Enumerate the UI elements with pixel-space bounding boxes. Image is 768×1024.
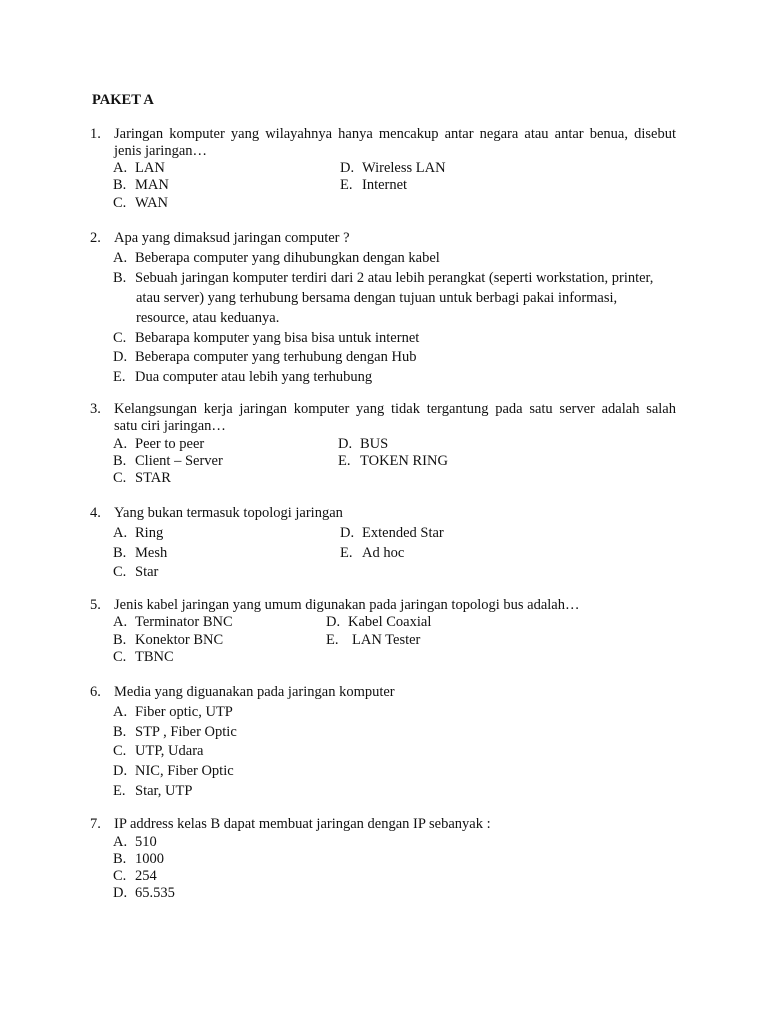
option-d: D. Kabel Coaxial <box>326 614 432 630</box>
option-e: E. Dua computer atau lebih yang terhubung <box>113 369 373 385</box>
question-number: 4. <box>90 505 101 521</box>
option-b: B. STP , Fiber Optic <box>113 724 237 740</box>
option-b: B. MAN <box>113 177 169 193</box>
option-c: C. TBNC <box>113 649 174 665</box>
option-e: E. Ad hoc <box>340 545 405 561</box>
question-text: Apa yang dimaksud jaringan computer ? <box>114 230 350 246</box>
question-number: 1. <box>90 126 101 142</box>
option-b: B. Mesh <box>113 545 168 561</box>
option-d: D. BUS <box>338 436 389 452</box>
option-c: C. UTP, Udara <box>113 743 204 759</box>
question-number: 7. <box>90 816 101 832</box>
question-text: Kelangsungan kerja jaringan komputer yang tidak tergantung pada satu server adalah salah <box>114 401 676 417</box>
option-e: E. Star, UTP <box>113 783 193 799</box>
option-e: E. TOKEN RING <box>338 453 448 469</box>
question-text: Yang bukan termasuk topologi jaringan <box>114 505 343 521</box>
option-b: B. Sebuah jaringan komputer terdiri dari 2 atau lebih perangkat (seperti workstation, printer, <box>113 270 654 286</box>
option-c: C. Bebarapa komputer yang bisa bisa untuk internet <box>113 330 420 346</box>
question-number: 5. <box>90 597 101 613</box>
question-text: Jaringan komputer yang wilayahnya hanya mencakup antar negara atau antar benua, disebut <box>114 126 676 142</box>
question-text: Media yang diguanakan pada jaringan komputer <box>114 684 395 700</box>
option-b: B. Konektor BNC <box>113 632 224 648</box>
question-text-continued: jenis jaringan… <box>114 143 208 159</box>
question-number: 2. <box>90 230 101 246</box>
question-text: Jenis kabel jaringan yang umum digunakan pada jaringan topologi bus adalah… <box>114 597 580 613</box>
question-text-continued: satu ciri jaringan… <box>114 418 226 434</box>
option-a: A. Ring <box>113 525 164 541</box>
option-d: D. Extended Star <box>340 525 444 541</box>
option-a: A. Beberapa computer yang dihubungkan dengan kabel <box>113 250 440 266</box>
page-title: PAKET A <box>92 92 154 108</box>
question-text: IP address kelas B dapat membuat jaringan dengan IP sebanyak : <box>114 816 491 832</box>
question-number: 6. <box>90 684 101 700</box>
option-d: D. Wireless LAN <box>340 160 446 176</box>
option-d: D. 65.535 <box>113 885 175 901</box>
option-c: C. Star <box>113 564 159 580</box>
option-b: B. Client – Server <box>113 453 223 469</box>
option-b: B. 1000 <box>113 851 164 867</box>
option-a: A. LAN <box>113 160 165 176</box>
option-e: E. Internet <box>340 177 408 193</box>
option-b-continued: atau server) yang terhubung bersama dengan tujuan untuk berbagi pakai informasi, <box>136 290 618 306</box>
option-c: C. WAN <box>113 195 169 211</box>
option-b-continued: resource, atau keduanya. <box>136 310 280 326</box>
option-d: D. NIC, Fiber Optic <box>113 763 234 779</box>
option-a: A. Fiber optic, UTP <box>113 704 233 720</box>
option-c: C. 254 <box>113 868 157 884</box>
option-a: A. 510 <box>113 834 157 850</box>
question-number: 3. <box>90 401 101 417</box>
option-e: E. LAN Tester <box>326 632 421 648</box>
option-a: A. Peer to peer <box>113 436 205 452</box>
option-d: D. Beberapa computer yang terhubung dengan Hub <box>113 349 417 365</box>
option-a: A. Terminator BNC <box>113 614 233 630</box>
option-c: C. STAR <box>113 470 171 486</box>
